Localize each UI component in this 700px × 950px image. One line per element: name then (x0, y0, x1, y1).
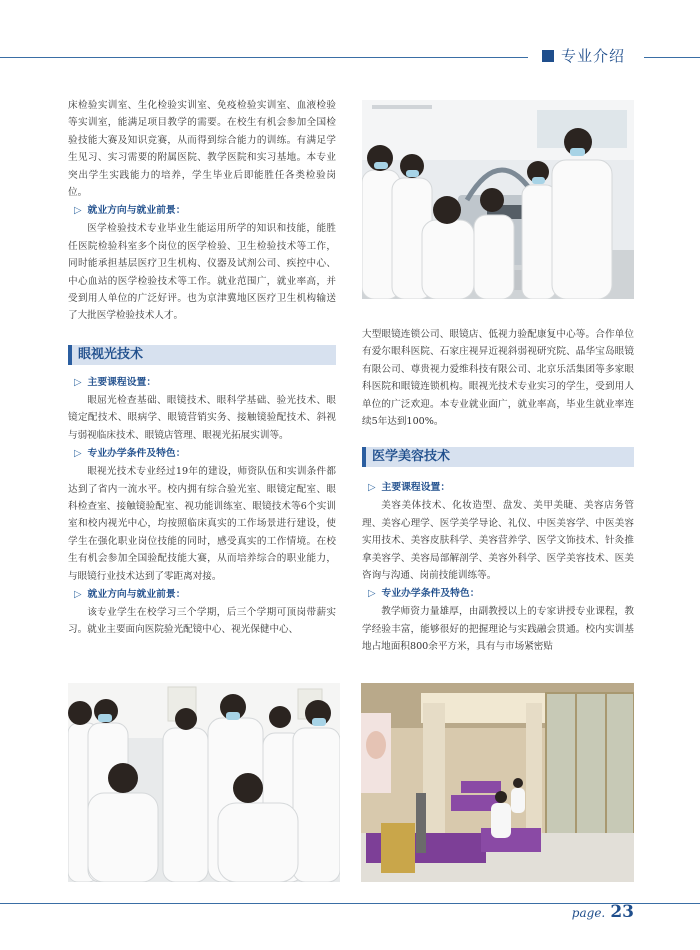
triangle-bullet-icon: ▷ (74, 205, 82, 217)
subheading-text: 专业办学条件及特色： (87, 448, 186, 460)
subheading-text: 专业办学条件及特色： (381, 588, 480, 600)
left-column (68, 97, 336, 639)
triangle-bullet-icon: ▷ (74, 448, 82, 460)
lab-intro-paragraph: 床检验实训室、生化检验实训室、免疫检验实训室、血液检验等实训室，能满足项目教学的需要。在校生有机会参加全国检验技能大赛及知识竞赛，从而得到综合能力的训练。有满足学生见习、实习需要的附属医院、教学医院和实习基地。本专业突出学生实践能力的培养，学生毕业后即能胜任各类检验岗位。 (68, 100, 336, 199)
right-column (362, 326, 634, 656)
subheading-text: 就业方向与就业前景： (87, 588, 186, 600)
subheading-optometry-conditions (68, 445, 336, 463)
section-band-optometry: 眼视光技术 (68, 345, 336, 365)
optometry-employment-continued: 大型眼镜连锁公司、眼镜店、低视力验配康复中心等。合作单位有爱尔眼科医院、石家庄视昇近视斜弱视研究院、晶华宝岛眼镜有限公司、尊贵视力爱维科技有限公司、北京乐活集团等多家眼科医院和眼镜连锁机构。眼视光技术专业实习的学生，受到用人单位的广泛欢迎。本专业就业面广，就业率高，毕业生就业率连续5年达到100%。 (362, 329, 634, 428)
subheading-beauty-courses (362, 479, 634, 497)
subheading-lab-employment (68, 202, 336, 220)
page-number-value: 23 (610, 902, 634, 922)
page-number (572, 902, 634, 922)
lab-employment-paragraph: 医学检验技术专业毕业生能运用所学的知识和技能，能胜任医院检验科室多个岗位的医学检验、卫生检验技术等工作，同时能承担基层医疗卫生机构、仪器及试剂公司、疾控中心、中心血站的医学检验技术等工作。就业范围广，就业率高，并受到用人单位的广泛好评。也为京津冀地区医疗卫生机构输送了大批医学检验技术人才。 (68, 223, 336, 322)
section-marker-icon (542, 50, 554, 62)
triangle-bullet-icon: ▷ (74, 588, 82, 600)
triangle-bullet-icon: ▷ (368, 482, 376, 494)
page-label: page. (571, 906, 606, 920)
optometry-courses-paragraph: 眼屈光检查基础、眼镜技术、眼科学基础、验光技术、眼镜定配技术、眼病学、眼镜营销实务、接触镜验配技术、斜视与弱视临床技术、眼镜店管理、眼视光拓展实训等。 (68, 394, 336, 441)
photo-optometry-lab-top (362, 100, 634, 299)
triangle-bullet-icon: ▷ (74, 376, 82, 388)
optometry-employment-paragraph: 该专业学生在校学习三个学期，后三个学期可顶岗带薪实习。就业主要面向医院验光配镜中心、视光保健中心、 (68, 606, 336, 636)
photo-beauty-training-room (361, 683, 634, 882)
subheading-optometry-employment (68, 586, 336, 604)
subheading-beauty-conditions (362, 585, 634, 603)
subheading-text: 主要课程设置： (381, 482, 451, 494)
header-rule-left (0, 57, 528, 58)
subheading-text: 主要课程设置： (87, 376, 157, 388)
photo-illustration (362, 100, 634, 299)
beauty-courses-paragraph: 美容美体技术、化妆造型、盘发、美甲美睫、美容店务管理、美容心理学、医学美学导论、礼仪、中医美容学、中医美容实用技术、美容皮肤科学、美容营养学、医学文饰技术、针灸推拿美容学、美容局部解剖学、美容外科学、医学美容技术、医美咨询与沟通、岗前技能训练等。 (362, 500, 634, 582)
triangle-bullet-icon: ▷ (368, 588, 376, 600)
beauty-conditions-paragraph: 教学师资力量雄厚，由副教授以上的专家讲授专业课程，教学经验丰富，能够很好的把握理论与实践融会贯通。校内实训基地占地面积800余平方米，具有与市场紧密贴 (362, 606, 634, 653)
subheading-optometry-courses (68, 374, 336, 392)
subheading-text: 就业方向与就业前景： (87, 205, 186, 217)
photo-illustration (361, 683, 634, 882)
optometry-conditions-paragraph: 眼视光技术专业经过19年的建设，师资队伍和实训条件都达到了省内一流水平。校内拥有综合验光室、眼镜定配室、眼科检查室、接触镜验配室、视功能训练室、眼镜技术等6个实训室和校内视光中心，均按照临床真实的工作场景进行建设，使学生在强化职业岗位技能的同时，感受真实的工作情境。在校生有机会参加全国验配技能大赛，从而培养综合的职业能力，与眼镜行业技术达到了零距离对接。 (68, 466, 336, 582)
section-band-medical-beauty: 医学美容技术 (362, 447, 634, 467)
photo-optometry-lab-bottom (68, 683, 340, 882)
section-title: 专业介绍 (561, 47, 626, 65)
header-rule-right (644, 57, 700, 58)
photo-illustration (68, 683, 340, 882)
